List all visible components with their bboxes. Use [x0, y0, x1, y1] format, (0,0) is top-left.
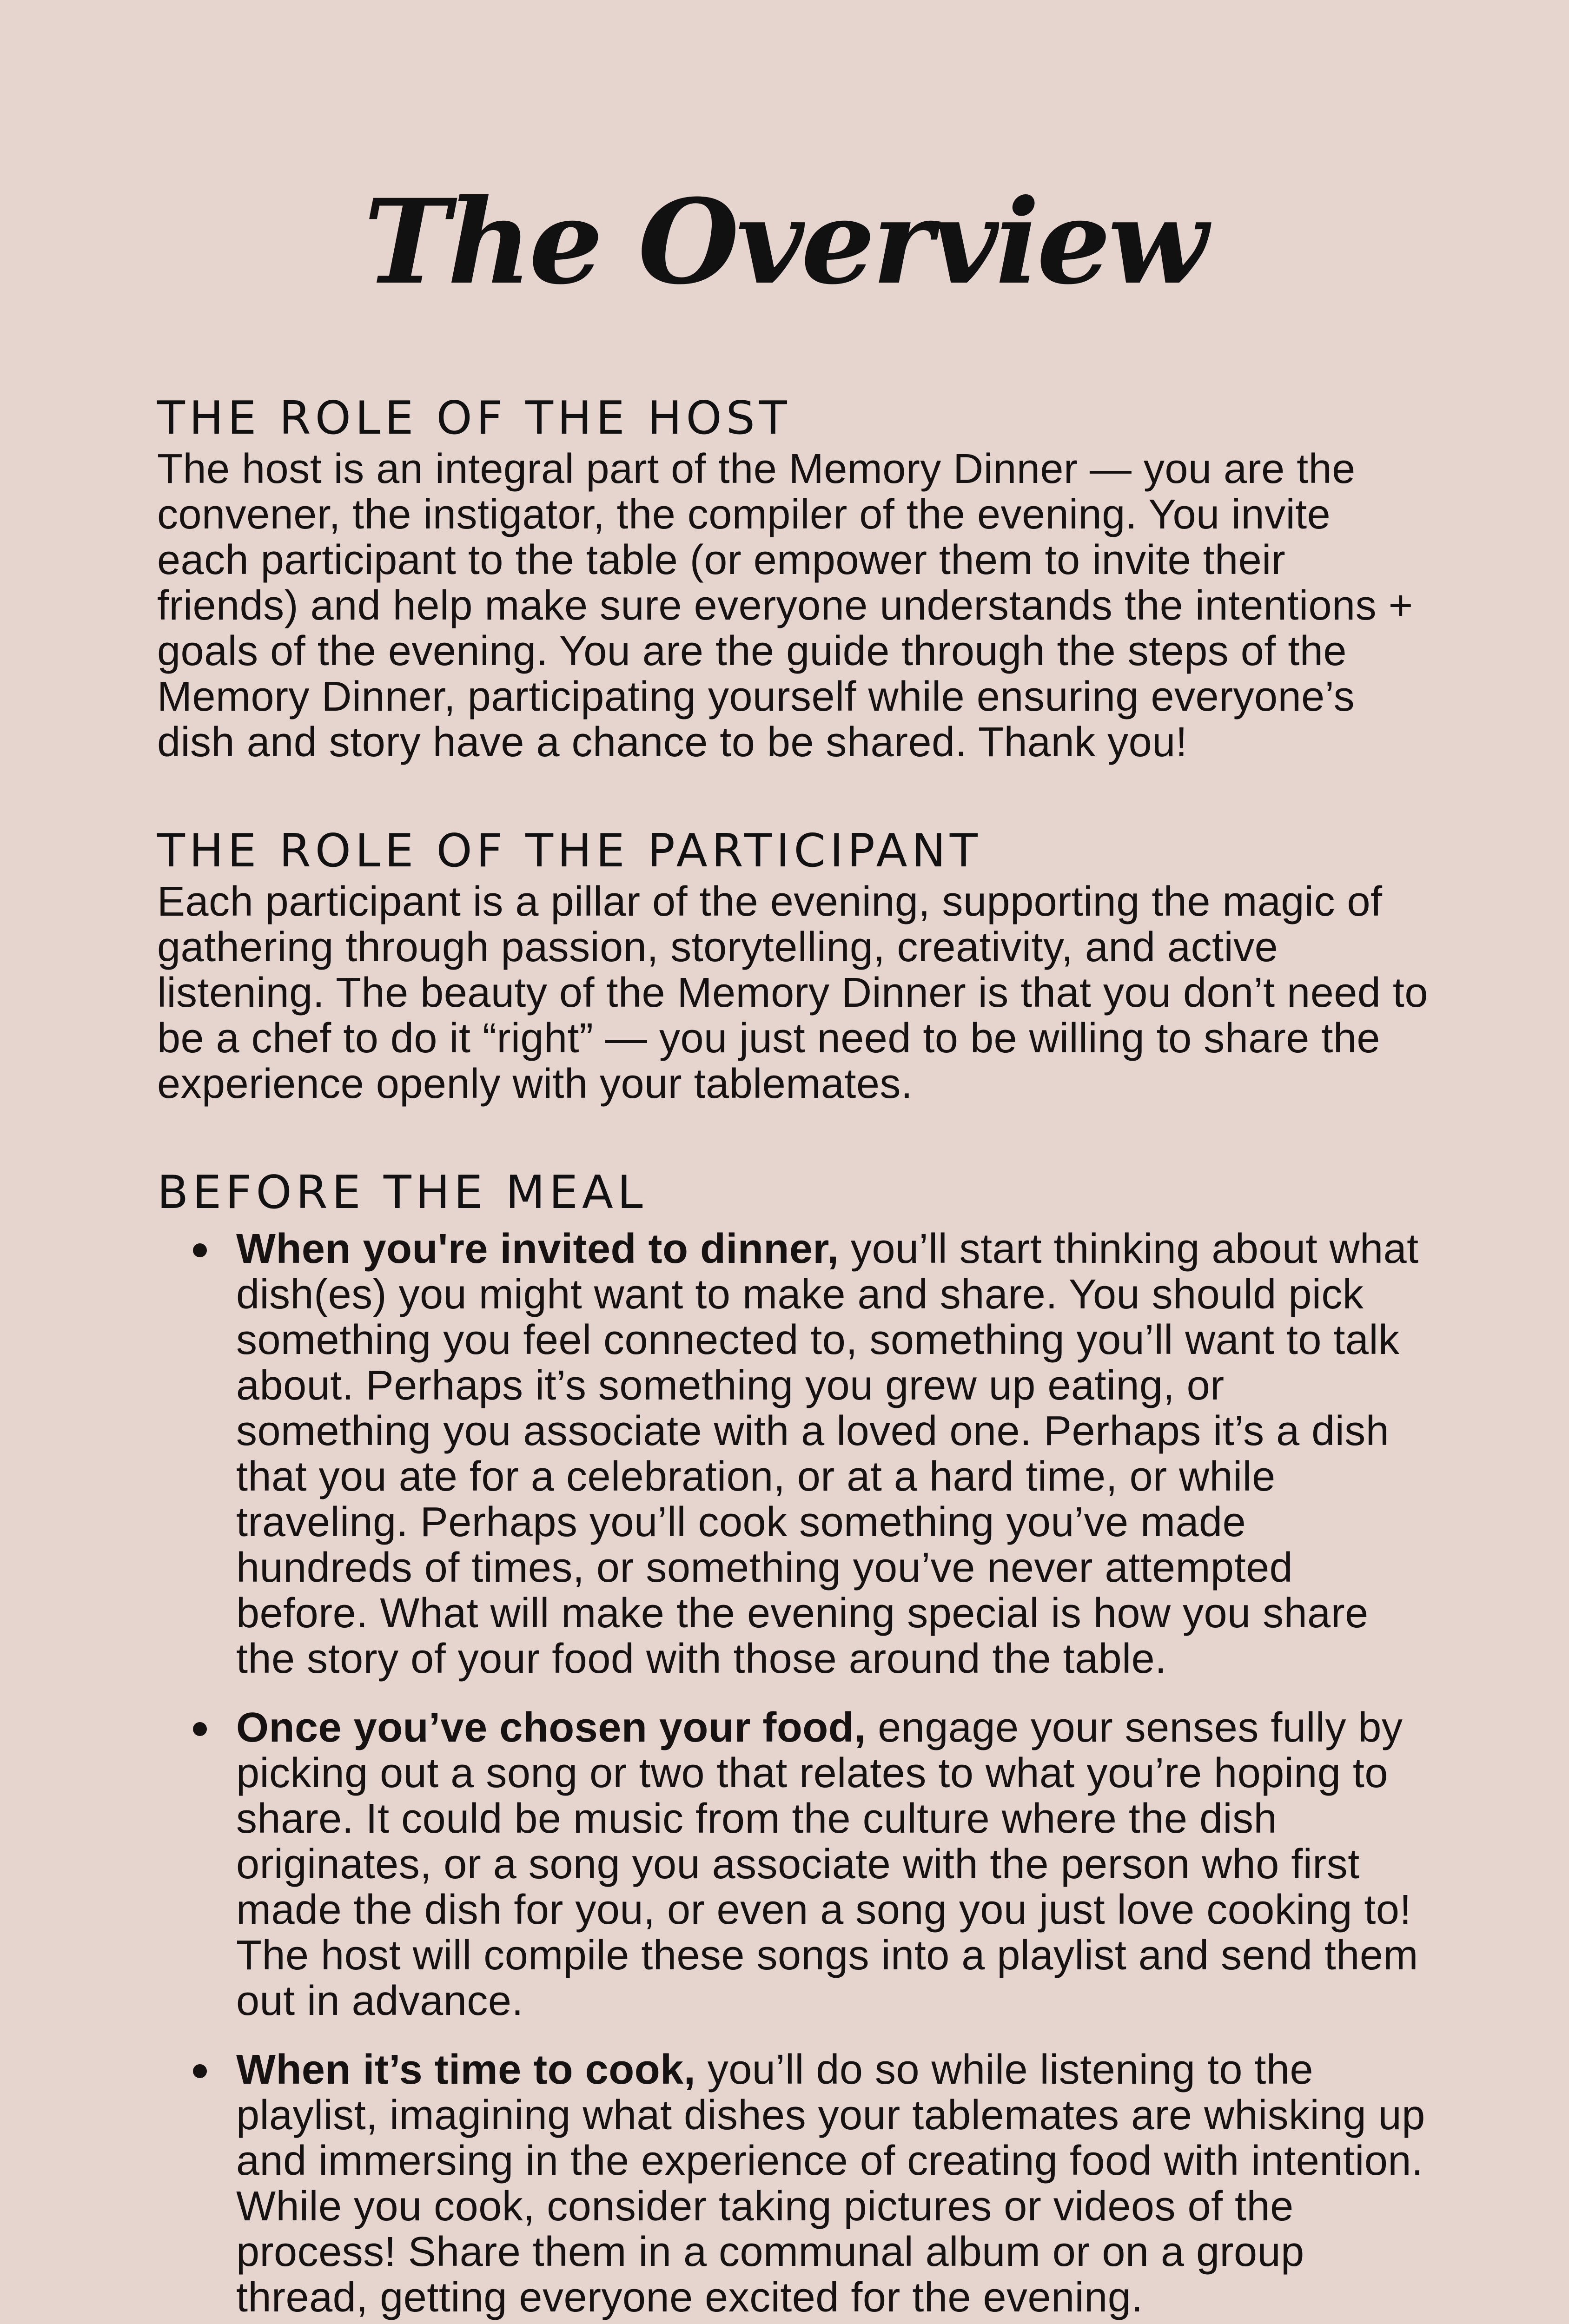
bullet-list: [157, 1226, 1431, 2320]
section-body-host: The host is an integral part of the Memory Dinner — you are the convener, the instigator, the compiler of the evening. You invite each participant to the table (or empower them to invite their friends) and help make sure everyone understands the intentions + goals of the evening. You are the guide through the steps of the Memory Dinner, participating yourself while ensuring everyone’s dish and story have a chance to be shared. Thank you!: [157, 446, 1413, 766]
section-body-participant: Each participant is a pillar of the evening, supporting the magic of gathering through passion, storytelling, creativity, and active listening. The beauty of the Memory Dinner is that you don’t need to be a chef to do it “right” — you just need to be willing to share the experience openly with your tablemates.: [157, 878, 1428, 1107]
section-heading-before-meal: BEFORE THE MEAL: [157, 1166, 647, 1219]
bullet-text: engage your senses fully by picking out a song or two that relates to what you’re hoping to share. It could be music from the culture where the dish originates, or a song you associate with the person who first made the dish for you, or even a song you just love cooking to! The host will compile these songs into a playlist and send them out in advance.: [236, 1704, 1418, 2024]
section-role-of-participant: [157, 823, 1431, 1107]
section-heading-participant: THE ROLE OF THE PARTICIPANT: [157, 825, 982, 878]
section-role-of-host: [157, 390, 1431, 765]
section-before-the-meal: [157, 1165, 1431, 2320]
bullet-text: you’ll do so while listening to the playlist, imagining what dishes your tablemates are whisking up and immersing in the experience of creating food with intention. While you cook, consider taking pictures or videos of the process! Share them in a communal album or on a group thread, getting everyone excited for the evening.: [236, 2047, 1425, 2321]
bullet-item-invited: [236, 1226, 1431, 1682]
bullet-dot-icon: [193, 1243, 207, 1257]
bullet-lead: Once you’ve chosen your food,: [236, 1704, 866, 1751]
bullet-item-time-to-cook: [236, 2047, 1431, 2320]
page-title: The Overview: [364, 173, 1205, 310]
section-heading-host: THE ROLE OF THE HOST: [157, 392, 791, 445]
bullet-lead: When you're invited to dinner,: [236, 1226, 839, 1272]
bullet-text: you’ll start thinking about what dish(es) you might want to make and share. You should pick something you feel connected to, something you’ll want to talk about. Perhaps it’s something you grew up eating, or something you associate with a loved one. Perhaps it’s a dish that you ate for a celebration, or at a hard time, or while traveling. Perhaps you’ll cook something you’ve made hundreds of times, or something you’ve never attempted before. What will make the evening special is how you share the story of your food with those around the table.: [236, 1226, 1419, 1682]
bullet-dot-icon: [193, 2064, 207, 2078]
bullet-dot-icon: [193, 1722, 207, 1736]
bullet-lead: When it’s time to cook,: [236, 2047, 696, 2093]
bullet-item-chosen-food: [236, 1705, 1431, 2024]
content: [157, 390, 1431, 2324]
